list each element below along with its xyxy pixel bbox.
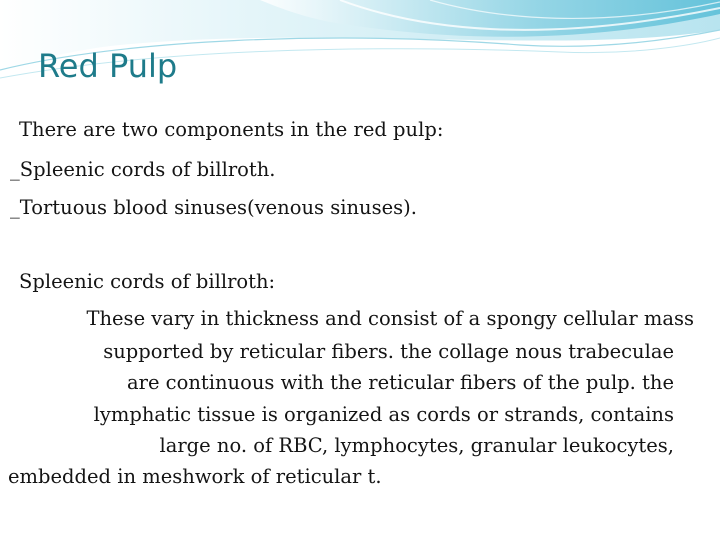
bullet-item: _Spleenic cords of billroth. — [10, 158, 276, 181]
paragraph-line: supported by reticular fibers. the collage nous trabeculae — [103, 340, 674, 363]
paragraph-line: are continuous with the reticular fibers of the pulp. the — [127, 371, 674, 394]
paragraph-line: embedded in meshwork of reticular t. — [8, 465, 382, 488]
paragraph-line: lymphatic tissue is organized as cords or strands, contains — [93, 403, 674, 426]
slide-title: Red Pulp — [38, 47, 178, 85]
subheading: Spleenic cords of billroth: — [19, 270, 276, 293]
bullet-item: _Tortuous blood sinuses(venous sinuses). — [10, 196, 417, 219]
paragraph-line: large no. of RBC, lymphocytes, granular leukocytes, — [159, 434, 674, 457]
paragraph-line: These vary in thickness and consist of a spongy cellular mass — [86, 307, 694, 330]
intro-text: There are two components in the red pulp: — [19, 118, 444, 141]
